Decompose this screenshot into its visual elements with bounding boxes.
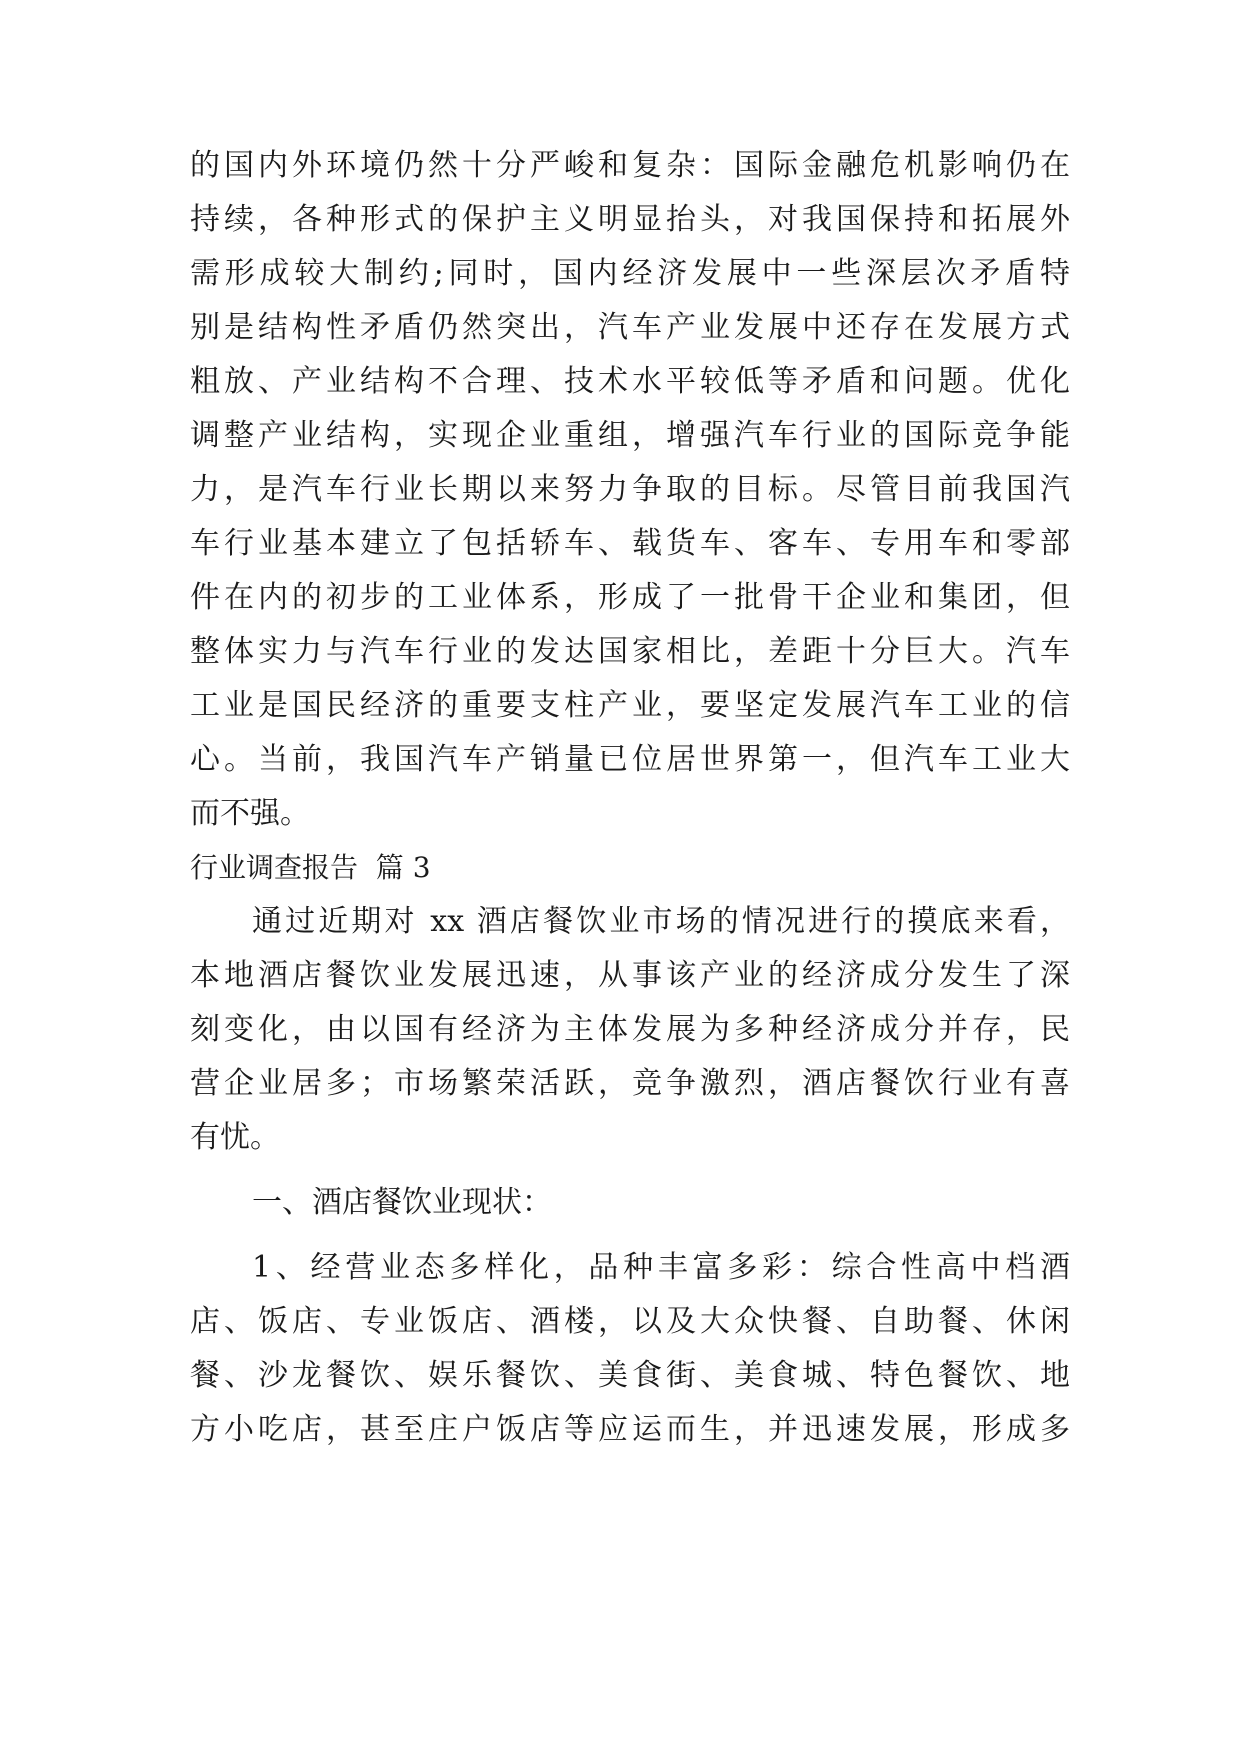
- paragraph-line: 方小吃店，甚至庄户饭店等应运而生，并迅速发展，形成多: [190, 1412, 1070, 1447]
- paragraph-line: 需形成较大制约;同时，国内经济发展中一些深层次矛盾特: [190, 256, 1070, 291]
- paragraph-line: 车行业基本建立了包括轿车、载货车、客车、专用车和零部: [190, 526, 1070, 561]
- paragraph-line: 粗放、产业结构不合理、技术水平较低等矛盾和问题。优化: [190, 364, 1070, 399]
- paragraph-line: 工业是国民经济的重要支柱产业，要坚定发展汽车工业的信: [190, 688, 1070, 723]
- paragraph-line: 刻变化，由以国有经济为主体发展为多种经济成分并存，民: [190, 1012, 1070, 1047]
- paragraph-line: 营企业居多；市场繁荣活跃，竞争激烈，酒店餐饮行业有喜: [190, 1066, 1070, 1101]
- subheading: 一、酒店餐饮业现状：: [252, 1185, 552, 1220]
- paragraph-line: 调整产业结构，实现企业重组，增强汽车行业的国际竞争能: [190, 418, 1070, 453]
- paragraph-line: 的国内外环境仍然十分严峻和复杂：国际金融危机影响仍在: [190, 148, 1070, 183]
- paragraph-line: 力，是汽车行业长期以来努力争取的目标。尽管目前我国汽: [190, 472, 1070, 507]
- paragraph-line: 持续，各种形式的保护主义明显抬头，对我国保持和拓展外: [190, 202, 1070, 237]
- section-heading: 行业调查报告 篇 3: [190, 851, 431, 884]
- paragraph-line: 而不强。: [190, 796, 310, 831]
- paragraph-line: 餐、沙龙餐饮、娱乐餐饮、美食街、美食城、特色餐饮、地: [190, 1358, 1070, 1393]
- paragraph-line: 件在内的初步的工业体系，形成了一批骨干企业和集团，但: [190, 580, 1070, 615]
- paragraph-line: 通过近期对 xx 酒店餐饮业市场的情况进行的摸底来看，: [252, 904, 1070, 939]
- paragraph-line: 1、经营业态多样化，品种丰富多彩：综合性高中档酒: [252, 1250, 1070, 1285]
- paragraph-line: 别是结构性矛盾仍然突出，汽车产业发展中还存在发展方式: [190, 310, 1070, 345]
- paragraph-line: 店、饭店、专业饭店、酒楼，以及大众快餐、自助餐、休闲: [190, 1304, 1070, 1339]
- paragraph-line: 心。当前，我国汽车产销量已位居世界第一，但汽车工业大: [190, 742, 1070, 777]
- paragraph-line: 有忧。: [190, 1120, 280, 1155]
- paragraph-line: 整体实力与汽车行业的发达国家相比，差距十分巨大。汽车: [190, 634, 1070, 669]
- paragraph-line: 本地酒店餐饮业发展迅速，从事该产业的经济成分发生了深: [190, 958, 1070, 993]
